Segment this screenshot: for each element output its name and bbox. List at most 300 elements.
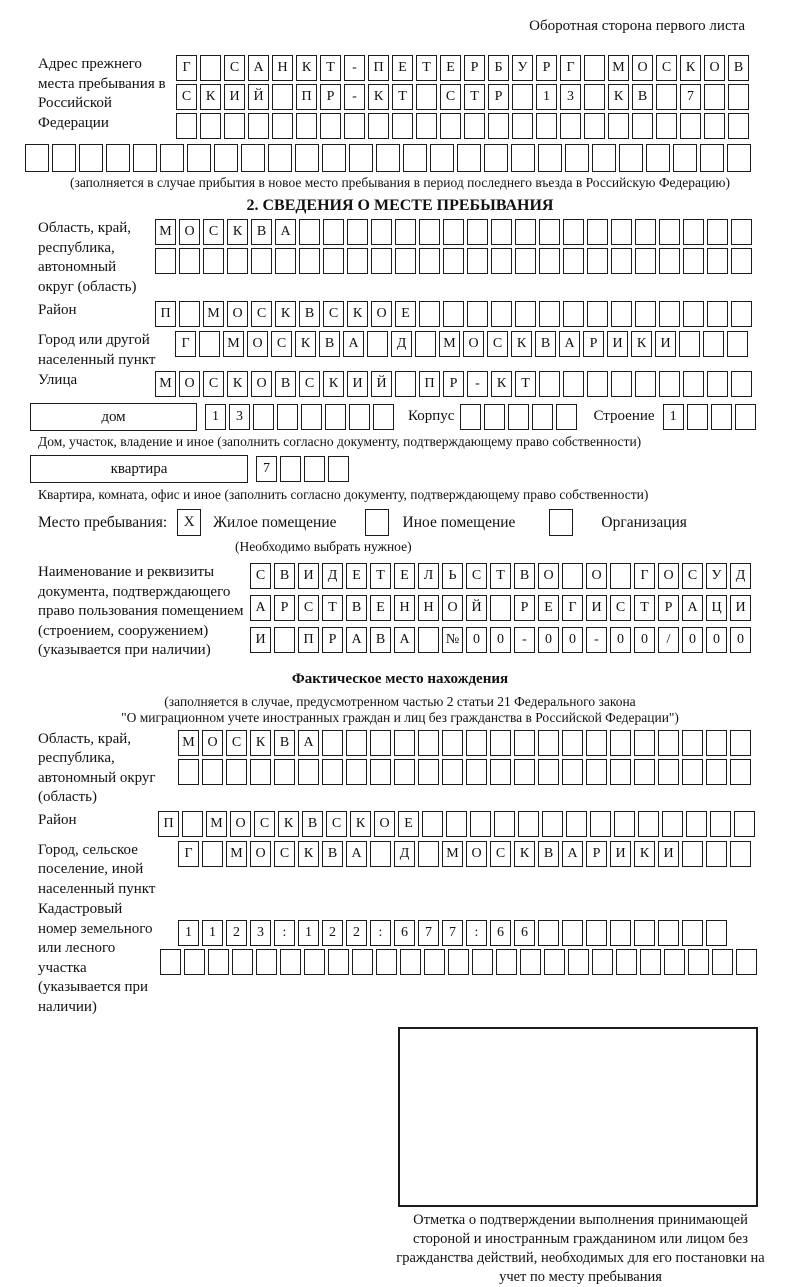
grid-cell[interactable]: М <box>608 55 629 81</box>
grid-cell[interactable]: О <box>179 219 200 245</box>
checkbox-inoe[interactable] <box>365 509 389 536</box>
grid-cell[interactable] <box>200 55 221 81</box>
grid-cell[interactable] <box>659 219 680 245</box>
grid-cell[interactable] <box>730 841 751 867</box>
grid-cell[interactable] <box>443 248 464 274</box>
grid-cell[interactable]: А <box>559 331 580 357</box>
grid-cell[interactable] <box>301 404 322 430</box>
grid-cell[interactable] <box>538 920 559 946</box>
grid-cell[interactable] <box>418 841 439 867</box>
grid-cell[interactable] <box>727 144 751 172</box>
grid-cell[interactable] <box>187 144 211 172</box>
grid-cell[interactable] <box>683 371 704 397</box>
grid-cell[interactable] <box>556 404 577 430</box>
grid-cell[interactable]: Р <box>586 841 607 867</box>
grid-cell[interactable] <box>214 144 238 172</box>
grid-cell[interactable]: Е <box>398 811 419 837</box>
grid-cell[interactable]: 0 <box>490 627 511 653</box>
grid-cell[interactable]: О <box>704 55 725 81</box>
grid-cell[interactable] <box>394 759 415 785</box>
grid-cell[interactable] <box>730 759 751 785</box>
grid-cell[interactable]: Е <box>395 301 416 327</box>
grid-cell[interactable]: К <box>511 331 532 357</box>
grid-cell[interactable] <box>610 563 631 589</box>
grid-cell[interactable] <box>511 144 535 172</box>
grid-cell[interactable] <box>646 144 670 172</box>
grid-cell[interactable]: О <box>463 331 484 357</box>
grid-cell[interactable]: К <box>295 331 316 357</box>
grid-cell[interactable] <box>418 759 439 785</box>
grid-cell[interactable] <box>638 811 659 837</box>
grid-cell[interactable] <box>179 301 200 327</box>
grid-cell[interactable] <box>418 730 439 756</box>
grid-cell[interactable] <box>562 759 583 785</box>
grid-cell[interactable] <box>734 811 755 837</box>
grid-cell[interactable] <box>442 759 463 785</box>
grid-cell[interactable] <box>673 144 697 172</box>
grid-cell[interactable] <box>634 730 655 756</box>
grid-cell[interactable]: М <box>223 331 244 357</box>
grid-cell[interactable]: 0 <box>610 627 631 653</box>
grid-cell[interactable]: К <box>296 55 317 81</box>
grid-cell[interactable] <box>352 949 373 975</box>
grid-cell[interactable] <box>731 371 752 397</box>
grid-cell[interactable] <box>587 371 608 397</box>
grid-cell[interactable] <box>460 404 481 430</box>
grid-cell[interactable] <box>544 949 565 975</box>
grid-cell[interactable]: 0 <box>706 627 727 653</box>
grid-cell[interactable]: М <box>155 371 176 397</box>
grid-cell[interactable] <box>349 404 370 430</box>
grid-cell[interactable]: Е <box>370 595 391 621</box>
grid-cell[interactable] <box>520 949 541 975</box>
grid-cell[interactable]: О <box>466 841 487 867</box>
grid-cell[interactable]: 1 <box>298 920 319 946</box>
grid-cell[interactable]: С <box>298 595 319 621</box>
grid-cell[interactable] <box>614 811 635 837</box>
grid-cell[interactable] <box>680 113 701 139</box>
grid-cell[interactable]: - <box>467 371 488 397</box>
grid-cell[interactable]: С <box>487 331 508 357</box>
grid-cell[interactable] <box>295 144 319 172</box>
grid-cell[interactable] <box>592 949 613 975</box>
grid-cell[interactable]: 7 <box>680 84 701 110</box>
grid-cell[interactable] <box>586 759 607 785</box>
grid-cell[interactable]: С <box>299 371 320 397</box>
grid-cell[interactable]: А <box>682 595 703 621</box>
grid-cell[interactable]: К <box>634 841 655 867</box>
grid-cell[interactable]: 6 <box>490 920 511 946</box>
grid-cell[interactable] <box>202 841 223 867</box>
grid-cell[interactable] <box>490 730 511 756</box>
grid-cell[interactable]: О <box>442 595 463 621</box>
grid-cell[interactable] <box>539 301 560 327</box>
grid-cell[interactable]: О <box>251 371 272 397</box>
grid-cell[interactable] <box>403 144 427 172</box>
grid-cell[interactable]: Л <box>418 563 439 589</box>
grid-cell[interactable] <box>656 84 677 110</box>
grid-cell[interactable] <box>253 404 274 430</box>
grid-cell[interactable] <box>706 759 727 785</box>
grid-cell[interactable]: 3 <box>560 84 581 110</box>
grid-cell[interactable]: Г <box>560 55 581 81</box>
grid-cell[interactable]: 2 <box>346 920 367 946</box>
grid-cell[interactable] <box>686 811 707 837</box>
grid-cell[interactable]: М <box>203 301 224 327</box>
grid-cell[interactable]: С <box>271 331 292 357</box>
grid-cell[interactable]: 7 <box>256 456 277 482</box>
grid-cell[interactable]: Р <box>658 595 679 621</box>
grid-cell[interactable] <box>592 144 616 172</box>
grid-cell[interactable] <box>659 248 680 274</box>
grid-cell[interactable] <box>611 248 632 274</box>
grid-cell[interactable]: О <box>227 301 248 327</box>
grid-cell[interactable] <box>133 144 157 172</box>
grid-cell[interactable] <box>232 949 253 975</box>
grid-cell[interactable]: О <box>371 301 392 327</box>
grid-cell[interactable]: О <box>179 371 200 397</box>
grid-cell[interactable]: Р <box>320 84 341 110</box>
grid-cell[interactable] <box>272 113 293 139</box>
grid-cell[interactable]: И <box>607 331 628 357</box>
grid-cell[interactable] <box>728 113 749 139</box>
grid-cell[interactable] <box>706 730 727 756</box>
grid-cell[interactable] <box>728 84 749 110</box>
grid-cell[interactable] <box>562 730 583 756</box>
grid-cell[interactable] <box>514 730 535 756</box>
grid-cell[interactable]: С <box>323 301 344 327</box>
grid-cell[interactable] <box>299 248 320 274</box>
grid-cell[interactable] <box>700 144 724 172</box>
grid-cell[interactable]: К <box>275 301 296 327</box>
grid-cell[interactable]: П <box>158 811 179 837</box>
grid-cell[interactable]: С <box>440 84 461 110</box>
grid-cell[interactable] <box>467 248 488 274</box>
grid-cell[interactable] <box>683 219 704 245</box>
grid-cell[interactable] <box>416 84 437 110</box>
grid-cell[interactable]: О <box>202 730 223 756</box>
grid-cell[interactable]: Р <box>583 331 604 357</box>
grid-cell[interactable] <box>446 811 467 837</box>
grid-cell[interactable]: 0 <box>466 627 487 653</box>
grid-cell[interactable] <box>416 113 437 139</box>
grid-cell[interactable] <box>608 113 629 139</box>
grid-cell[interactable] <box>562 920 583 946</box>
grid-cell[interactable]: 2 <box>322 920 343 946</box>
grid-cell[interactable] <box>610 730 631 756</box>
grid-cell[interactable] <box>518 811 539 837</box>
grid-cell[interactable] <box>298 759 319 785</box>
grid-cell[interactable]: В <box>274 563 295 589</box>
grid-cell[interactable] <box>367 331 388 357</box>
grid-cell[interactable] <box>251 248 272 274</box>
grid-cell[interactable] <box>635 248 656 274</box>
grid-cell[interactable] <box>464 113 485 139</box>
grid-cell[interactable] <box>659 301 680 327</box>
grid-cell[interactable] <box>328 949 349 975</box>
grid-cell[interactable] <box>400 949 421 975</box>
grid-cell[interactable] <box>371 248 392 274</box>
grid-cell[interactable] <box>370 730 391 756</box>
grid-cell[interactable]: 7 <box>442 920 463 946</box>
grid-cell[interactable] <box>347 248 368 274</box>
grid-cell[interactable] <box>659 371 680 397</box>
grid-cell[interactable] <box>376 144 400 172</box>
grid-cell[interactable]: 0 <box>538 627 559 653</box>
grid-cell[interactable] <box>616 949 637 975</box>
grid-cell[interactable] <box>322 730 343 756</box>
grid-cell[interactable]: Д <box>394 841 415 867</box>
grid-cell[interactable] <box>323 248 344 274</box>
grid-cell[interactable] <box>280 949 301 975</box>
grid-cell[interactable] <box>415 331 436 357</box>
grid-cell[interactable] <box>325 404 346 430</box>
grid-cell[interactable] <box>658 759 679 785</box>
grid-cell[interactable] <box>611 219 632 245</box>
grid-cell[interactable]: Р <box>514 595 535 621</box>
grid-cell[interactable] <box>619 144 643 172</box>
grid-cell[interactable]: : <box>466 920 487 946</box>
grid-cell[interactable] <box>328 456 349 482</box>
grid-cell[interactable]: В <box>299 301 320 327</box>
grid-cell[interactable]: М <box>442 841 463 867</box>
grid-cell[interactable]: - <box>344 55 365 81</box>
grid-cell[interactable] <box>52 144 76 172</box>
grid-cell[interactable]: И <box>655 331 676 357</box>
grid-cell[interactable] <box>491 301 512 327</box>
grid-cell[interactable] <box>419 219 440 245</box>
grid-cell[interactable]: Б <box>488 55 509 81</box>
grid-cell[interactable] <box>419 301 440 327</box>
grid-cell[interactable] <box>320 113 341 139</box>
grid-cell[interactable] <box>514 759 535 785</box>
grid-cell[interactable]: Й <box>466 595 487 621</box>
grid-cell[interactable] <box>563 248 584 274</box>
grid-cell[interactable]: О <box>586 563 607 589</box>
grid-cell[interactable]: А <box>346 627 367 653</box>
grid-cell[interactable] <box>508 404 529 430</box>
grid-cell[interactable]: К <box>514 841 535 867</box>
grid-cell[interactable]: Т <box>464 84 485 110</box>
grid-cell[interactable] <box>344 113 365 139</box>
grid-cell[interactable] <box>25 144 49 172</box>
grid-cell[interactable]: Г <box>562 595 583 621</box>
grid-cell[interactable] <box>566 811 587 837</box>
grid-cell[interactable]: Г <box>634 563 655 589</box>
grid-cell[interactable]: С <box>610 595 631 621</box>
grid-cell[interactable]: Г <box>176 55 197 81</box>
grid-cell[interactable]: К <box>608 84 629 110</box>
grid-cell[interactable] <box>707 301 728 327</box>
grid-cell[interactable]: С <box>326 811 347 837</box>
grid-cell[interactable] <box>706 841 727 867</box>
grid-cell[interactable]: Р <box>443 371 464 397</box>
grid-cell[interactable] <box>515 301 536 327</box>
grid-cell[interactable]: А <box>343 331 364 357</box>
grid-cell[interactable] <box>466 759 487 785</box>
grid-cell[interactable] <box>395 371 416 397</box>
grid-cell[interactable]: О <box>632 55 653 81</box>
grid-cell[interactable] <box>296 113 317 139</box>
grid-cell[interactable] <box>179 248 200 274</box>
grid-cell[interactable] <box>160 144 184 172</box>
grid-cell[interactable] <box>349 144 373 172</box>
grid-cell[interactable]: О <box>250 841 271 867</box>
grid-cell[interactable]: Й <box>248 84 269 110</box>
grid-cell[interactable]: Д <box>730 563 751 589</box>
grid-cell[interactable] <box>322 759 343 785</box>
grid-cell[interactable]: 7 <box>418 920 439 946</box>
grid-cell[interactable] <box>727 331 748 357</box>
grid-cell[interactable]: П <box>298 627 319 653</box>
grid-cell[interactable]: Т <box>392 84 413 110</box>
grid-cell[interactable] <box>418 627 439 653</box>
grid-cell[interactable]: К <box>347 301 368 327</box>
grid-cell[interactable] <box>184 949 205 975</box>
grid-cell[interactable]: - <box>586 627 607 653</box>
grid-cell[interactable] <box>371 219 392 245</box>
grid-cell[interactable] <box>539 371 560 397</box>
grid-cell[interactable] <box>470 811 491 837</box>
grid-cell[interactable] <box>710 811 731 837</box>
grid-cell[interactable] <box>682 759 703 785</box>
grid-cell[interactable] <box>707 248 728 274</box>
grid-cell[interactable] <box>565 144 589 172</box>
grid-cell[interactable] <box>178 759 199 785</box>
grid-cell[interactable]: / <box>658 627 679 653</box>
grid-cell[interactable] <box>467 301 488 327</box>
grid-cell[interactable] <box>448 949 469 975</box>
grid-cell[interactable]: П <box>296 84 317 110</box>
grid-cell[interactable] <box>682 920 703 946</box>
grid-cell[interactable]: С <box>656 55 677 81</box>
grid-cell[interactable]: А <box>248 55 269 81</box>
grid-cell[interactable] <box>568 949 589 975</box>
grid-cell[interactable]: И <box>250 627 271 653</box>
grid-cell[interactable] <box>488 113 509 139</box>
grid-cell[interactable]: 6 <box>394 920 415 946</box>
grid-cell[interactable]: Ц <box>706 595 727 621</box>
grid-cell[interactable]: И <box>224 84 245 110</box>
grid-cell[interactable]: С <box>490 841 511 867</box>
grid-cell[interactable] <box>347 219 368 245</box>
grid-cell[interactable]: В <box>535 331 556 357</box>
grid-cell[interactable] <box>274 627 295 653</box>
grid-cell[interactable] <box>536 113 557 139</box>
grid-cell[interactable] <box>155 248 176 274</box>
grid-cell[interactable] <box>586 920 607 946</box>
grid-cell[interactable] <box>735 404 756 430</box>
grid-cell[interactable] <box>394 730 415 756</box>
grid-cell[interactable]: О <box>658 563 679 589</box>
grid-cell[interactable]: 1 <box>536 84 557 110</box>
grid-cell[interactable]: Е <box>538 595 559 621</box>
grid-cell[interactable] <box>422 811 443 837</box>
grid-cell[interactable]: Р <box>488 84 509 110</box>
grid-cell[interactable] <box>484 144 508 172</box>
grid-cell[interactable]: Н <box>394 595 415 621</box>
grid-cell[interactable] <box>542 811 563 837</box>
grid-cell[interactable]: В <box>322 841 343 867</box>
grid-cell[interactable]: 1 <box>202 920 223 946</box>
grid-cell[interactable] <box>634 920 655 946</box>
grid-cell[interactable]: Й <box>371 371 392 397</box>
grid-cell[interactable] <box>707 371 728 397</box>
grid-cell[interactable]: В <box>302 811 323 837</box>
grid-cell[interactable]: Е <box>440 55 461 81</box>
grid-cell[interactable]: О <box>374 811 395 837</box>
grid-cell[interactable]: : <box>370 920 391 946</box>
grid-cell[interactable] <box>635 301 656 327</box>
grid-cell[interactable] <box>457 144 481 172</box>
grid-cell[interactable] <box>496 949 517 975</box>
grid-cell[interactable]: К <box>278 811 299 837</box>
grid-cell[interactable]: С <box>250 563 271 589</box>
grid-cell[interactable] <box>562 563 583 589</box>
grid-cell[interactable] <box>635 371 656 397</box>
grid-cell[interactable] <box>467 219 488 245</box>
grid-cell[interactable] <box>490 595 511 621</box>
grid-cell[interactable]: Г <box>175 331 196 357</box>
grid-cell[interactable] <box>736 949 757 975</box>
grid-cell[interactable] <box>515 219 536 245</box>
grid-cell[interactable] <box>274 759 295 785</box>
grid-cell[interactable]: И <box>347 371 368 397</box>
grid-cell[interactable] <box>587 248 608 274</box>
grid-cell[interactable] <box>250 759 271 785</box>
grid-cell[interactable] <box>368 113 389 139</box>
grid-cell[interactable]: С <box>274 841 295 867</box>
grid-cell[interactable] <box>203 248 224 274</box>
grid-cell[interactable]: - <box>344 84 365 110</box>
grid-cell[interactable]: П <box>419 371 440 397</box>
grid-cell[interactable] <box>658 730 679 756</box>
grid-cell[interactable] <box>538 730 559 756</box>
grid-cell[interactable]: М <box>155 219 176 245</box>
grid-cell[interactable]: П <box>155 301 176 327</box>
grid-cell[interactable] <box>590 811 611 837</box>
grid-cell[interactable] <box>199 331 220 357</box>
grid-cell[interactable]: М <box>439 331 460 357</box>
grid-cell[interactable]: Р <box>536 55 557 81</box>
grid-cell[interactable] <box>304 949 325 975</box>
grid-cell[interactable] <box>704 84 725 110</box>
grid-cell[interactable]: : <box>274 920 295 946</box>
grid-cell[interactable] <box>176 113 197 139</box>
grid-cell[interactable] <box>373 404 394 430</box>
grid-cell[interactable]: М <box>206 811 227 837</box>
grid-cell[interactable]: А <box>275 219 296 245</box>
grid-cell[interactable] <box>731 301 752 327</box>
grid-cell[interactable]: Т <box>370 563 391 589</box>
grid-cell[interactable]: С <box>682 563 703 589</box>
grid-cell[interactable] <box>587 219 608 245</box>
grid-cell[interactable]: В <box>274 730 295 756</box>
grid-cell[interactable]: К <box>227 219 248 245</box>
grid-cell[interactable] <box>202 759 223 785</box>
grid-cell[interactable] <box>611 371 632 397</box>
grid-cell[interactable]: 0 <box>730 627 751 653</box>
grid-cell[interactable] <box>586 730 607 756</box>
grid-cell[interactable] <box>466 730 487 756</box>
grid-cell[interactable]: Р <box>322 627 343 653</box>
grid-cell[interactable] <box>440 113 461 139</box>
grid-cell[interactable]: С <box>176 84 197 110</box>
grid-cell[interactable] <box>200 113 221 139</box>
grid-cell[interactable] <box>299 219 320 245</box>
grid-cell[interactable] <box>632 113 653 139</box>
grid-cell[interactable] <box>248 113 269 139</box>
